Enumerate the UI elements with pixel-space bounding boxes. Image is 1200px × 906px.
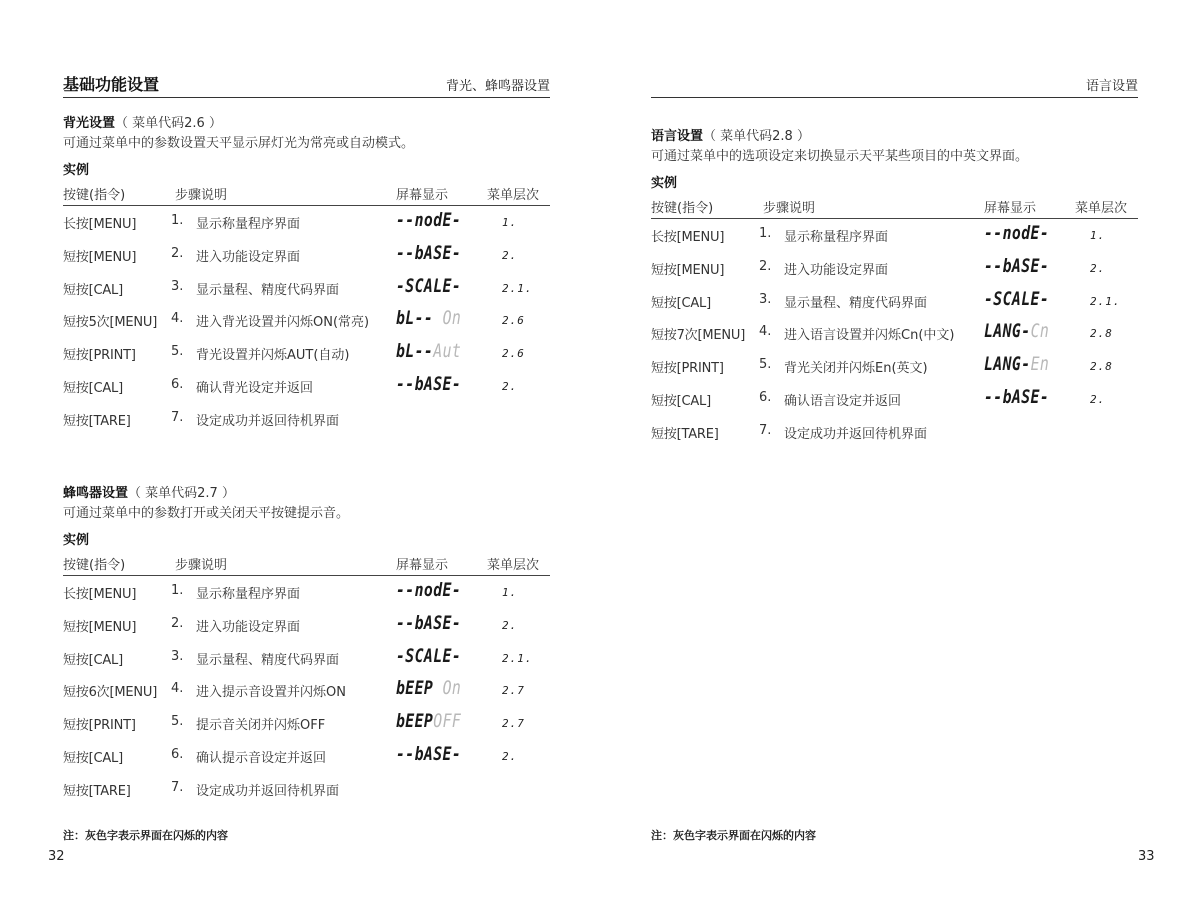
table-row: [63, 742, 550, 778]
step-description: 背光关闭并闪烁En(英文): [784, 361, 928, 377]
lcd-text: -SCALE-: [984, 287, 1050, 310]
step-number: 4.: [171, 681, 184, 697]
example-label: 实例: [651, 176, 678, 191]
lcd-text: --bASE-: [396, 742, 462, 765]
step-description: 进入功能设定界面: [196, 249, 301, 265]
step-description: 显示称量程序界面: [784, 230, 889, 245]
lcd-text: --bASE-: [984, 254, 1050, 277]
step-number: 7.: [759, 422, 772, 438]
table-row: [651, 322, 1138, 355]
step-number: 3.: [171, 648, 184, 664]
menu-code: （ 菜单代码2.7 ）: [128, 486, 235, 501]
col-step-header: 步骤说明: [175, 558, 228, 573]
step-number: 3.: [759, 291, 772, 307]
table-row: [63, 309, 550, 342]
table-row: [63, 611, 550, 647]
lcd-text: --bASE-: [396, 611, 462, 634]
key-command: 短按[CAL]: [63, 282, 123, 298]
key-command: 短按[CAL]: [63, 750, 123, 766]
col-display-header: 屏幕显示: [984, 201, 1037, 216]
section-title-text: 语言设置: [651, 129, 704, 144]
menu-level: 1.: [502, 586, 518, 599]
step-number: 4.: [171, 311, 184, 327]
col-level-header: 菜单层次: [1075, 201, 1128, 216]
lcd-display: [396, 340, 461, 362]
col-display-header: 屏幕显示: [396, 558, 449, 573]
lcd-display: [396, 579, 461, 601]
lcd-blink-text: Aut: [433, 340, 462, 363]
lcd-text: bL--: [396, 307, 443, 330]
buzzer-section: [63, 485, 550, 811]
key-command: 短按[MENU]: [651, 262, 725, 278]
menu-level: 2.6: [502, 347, 525, 361]
section-header: 语言设置: [1085, 79, 1138, 94]
lcd-text: --bASE-: [396, 241, 462, 264]
table-header: [63, 182, 550, 206]
lcd-display: [396, 209, 461, 231]
key-command: 短按5次[MENU]: [63, 315, 158, 331]
step-number: 2.: [171, 245, 184, 261]
section-description: 可通过菜单中的参数打开或关闭天平按键提示音。: [63, 506, 350, 521]
section-title: [63, 115, 550, 135]
key-command: 短按7次[MENU]: [651, 328, 746, 344]
menu-level: 2.: [502, 379, 518, 393]
step-number: 3.: [171, 278, 184, 294]
page-title: 基础功能设置: [63, 75, 160, 94]
key-command: 短按[CAL]: [651, 393, 711, 409]
step-number: 5.: [759, 357, 772, 373]
backlight-section: [63, 115, 550, 441]
key-command: 短按[CAL]: [63, 380, 123, 396]
step-description: 背光设置并闪烁AUT(自动): [196, 348, 350, 364]
step-number: 7.: [171, 409, 184, 425]
lcd-blink-text: On: [442, 307, 462, 330]
key-command: 短按[PRINT]: [63, 348, 136, 364]
step-description: 提示音关闭并闪烁OFF: [196, 718, 326, 734]
key-command: 短按[MENU]: [63, 249, 137, 265]
section-title: [651, 128, 1138, 148]
step-number: 6.: [171, 376, 184, 392]
key-command: 短按[TARE]: [63, 413, 131, 429]
menu-level: 2.7: [502, 717, 525, 731]
section-title-text: 蜂鸣器设置: [63, 486, 129, 501]
table-row: [63, 342, 550, 375]
menu-level: 2.1.: [1090, 294, 1121, 308]
table-row: [63, 211, 550, 244]
menu-level: 2.: [502, 749, 518, 763]
col-key-header: 按键(指令): [63, 188, 126, 203]
lcd-blink-text: En: [1030, 353, 1050, 376]
step-number: 2.: [171, 615, 184, 631]
table-body: [63, 206, 550, 441]
table-row: [651, 421, 1138, 454]
step-description: 显示量程、精度代码界面: [196, 282, 340, 298]
lcd-display: [984, 255, 1049, 277]
lcd-display: [396, 242, 461, 264]
table-row: [651, 287, 1138, 323]
table-body: [63, 576, 550, 811]
step-number: 1.: [171, 213, 184, 228]
lcd-blink-text: OFF: [433, 710, 462, 733]
col-step-header: 步骤说明: [175, 188, 228, 203]
menu-level: 2.: [502, 248, 518, 262]
lcd-text: LANG-: [984, 353, 1031, 376]
step-description: 显示称量程序界面: [196, 587, 301, 602]
table-row: [651, 224, 1138, 257]
table-row: [651, 254, 1138, 290]
col-level-header: 菜单层次: [487, 188, 540, 203]
step-description: 确认背光设定并返回: [196, 380, 314, 396]
section-title: [63, 485, 550, 505]
example-label: 实例: [63, 163, 90, 178]
lcd-display: [396, 743, 461, 765]
lcd-display: [396, 677, 461, 699]
example-label: 实例: [63, 533, 90, 548]
step-number: 5.: [171, 344, 184, 360]
menu-level: 2.7: [502, 684, 525, 698]
step-number: 1.: [171, 583, 184, 598]
step-description: 进入功能设定界面: [784, 262, 889, 278]
lcd-display: [984, 353, 1049, 375]
menu-level: 2.8: [1090, 327, 1113, 341]
lcd-text: -SCALE-: [396, 644, 462, 667]
lcd-display: [396, 275, 461, 297]
lcd-display: [396, 612, 461, 634]
table-row: [63, 241, 550, 277]
key-command: 长按[MENU]: [651, 230, 725, 245]
lcd-blink-text: On: [442, 677, 462, 700]
step-number: 4.: [759, 324, 772, 340]
step-description: 进入背光设置并闪烁ON(常亮): [196, 315, 370, 331]
step-number: 6.: [759, 389, 772, 405]
menu-level: 1.: [1090, 229, 1106, 242]
key-command: 短按[MENU]: [63, 619, 137, 635]
table-row: [651, 355, 1138, 388]
lcd-text: -SCALE-: [396, 274, 462, 297]
step-description: 设定成功并返回待机界面: [784, 426, 928, 442]
step-number: 1.: [759, 226, 772, 241]
menu-level: 2.6: [502, 314, 525, 328]
menu-level: 2.1.: [502, 651, 533, 665]
lcd-text: bEEP: [396, 677, 443, 700]
section-description: 可通过菜单中的选项设定来切换显示天平某些项目的中英文界面。: [651, 149, 1029, 164]
key-command: 短按[CAL]: [63, 652, 123, 668]
lcd-text: bEEP: [396, 710, 434, 733]
language-section: [651, 128, 1138, 454]
menu-level: 2.: [1090, 392, 1106, 406]
step-number: 5.: [171, 714, 184, 730]
key-command: 长按[MENU]: [63, 217, 137, 232]
key-command: 长按[MENU]: [63, 587, 137, 602]
step-description: 进入语言设置并闪烁Cn(中文): [784, 328, 955, 344]
menu-code: （ 菜单代码2.8 ）: [703, 129, 810, 144]
lcd-text: bL--: [396, 340, 434, 363]
table-row: [651, 385, 1138, 421]
lcd-text: --nodE-: [396, 209, 462, 231]
key-command: 短按[CAL]: [651, 295, 711, 311]
lcd-display: [984, 320, 1049, 342]
step-description: 进入提示音设置并闪烁ON: [196, 685, 346, 701]
menu-level: 2.8: [1090, 360, 1113, 374]
page-number: 33: [1138, 849, 1155, 864]
table-row: [63, 372, 550, 408]
step-description: 确认提示音设定并返回: [196, 750, 327, 766]
step-description: 确认语言设定并返回: [784, 393, 902, 409]
step-description: 显示量程、精度代码界面: [784, 295, 928, 311]
section-title-text: 背光设置: [63, 116, 116, 131]
step-description: 进入功能设定界面: [196, 619, 301, 635]
key-command: 短按[PRINT]: [651, 361, 724, 377]
key-command: 短按[TARE]: [651, 426, 719, 442]
lcd-text: --nodE-: [396, 579, 462, 601]
table-header: [63, 552, 550, 576]
step-description: 设定成功并返回待机界面: [196, 783, 340, 799]
col-step-header: 步骤说明: [763, 201, 816, 216]
table-row: [63, 581, 550, 614]
lcd-text: --bASE-: [984, 385, 1050, 408]
col-level-header: 菜单层次: [487, 558, 540, 573]
page-number: 32: [48, 849, 65, 864]
lcd-text: --nodE-: [984, 222, 1050, 244]
step-number: 7.: [171, 779, 184, 795]
table-row: [63, 712, 550, 745]
lcd-text: --bASE-: [396, 372, 462, 395]
table-row: [63, 644, 550, 680]
footnote: 注：灰色字表示界面在闪烁的内容: [651, 829, 816, 842]
step-description: 设定成功并返回待机界面: [196, 413, 340, 429]
table-row: [63, 778, 550, 811]
col-key-header: 按键(指令): [63, 558, 126, 573]
lcd-text: LANG-: [984, 320, 1031, 343]
key-command: 短按[TARE]: [63, 783, 131, 799]
menu-level: 2.1.: [502, 281, 533, 295]
table-body: [651, 219, 1138, 454]
menu-level: 2.: [1090, 261, 1106, 275]
lcd-blink-text: Cn: [1030, 320, 1050, 343]
lcd-display: [984, 288, 1049, 310]
menu-code: （ 菜单代码2.6 ）: [115, 116, 222, 131]
page-header: [651, 72, 1138, 98]
menu-level: 2.: [502, 618, 518, 632]
col-display-header: 屏幕显示: [396, 188, 449, 203]
table-row: [63, 408, 550, 441]
step-number: 2.: [759, 258, 772, 274]
lcd-display: [396, 710, 461, 732]
lcd-display: [984, 386, 1049, 408]
section-header: 背光、蜂鸣器设置: [445, 79, 550, 94]
section-description: 可通过菜单中的参数设置天平显示屏灯光为常亮或自动模式。: [63, 136, 415, 151]
step-number: 6.: [171, 746, 184, 762]
lcd-display: [396, 645, 461, 667]
menu-level: 1.: [502, 216, 518, 229]
lcd-display: [396, 373, 461, 395]
page-header: [63, 72, 550, 98]
footnote: 注：灰色字表示界面在闪烁的内容: [63, 829, 228, 842]
key-command: 短按[PRINT]: [63, 718, 136, 734]
col-key-header: 按键(指令): [651, 201, 714, 216]
table-header: [651, 195, 1138, 219]
key-command: 短按6次[MENU]: [63, 685, 158, 701]
lcd-display: [396, 307, 461, 329]
step-description: 显示称量程序界面: [196, 217, 301, 232]
table-row: [63, 274, 550, 310]
step-description: 显示量程、精度代码界面: [196, 652, 340, 668]
lcd-display: [984, 222, 1049, 244]
table-row: [63, 679, 550, 712]
